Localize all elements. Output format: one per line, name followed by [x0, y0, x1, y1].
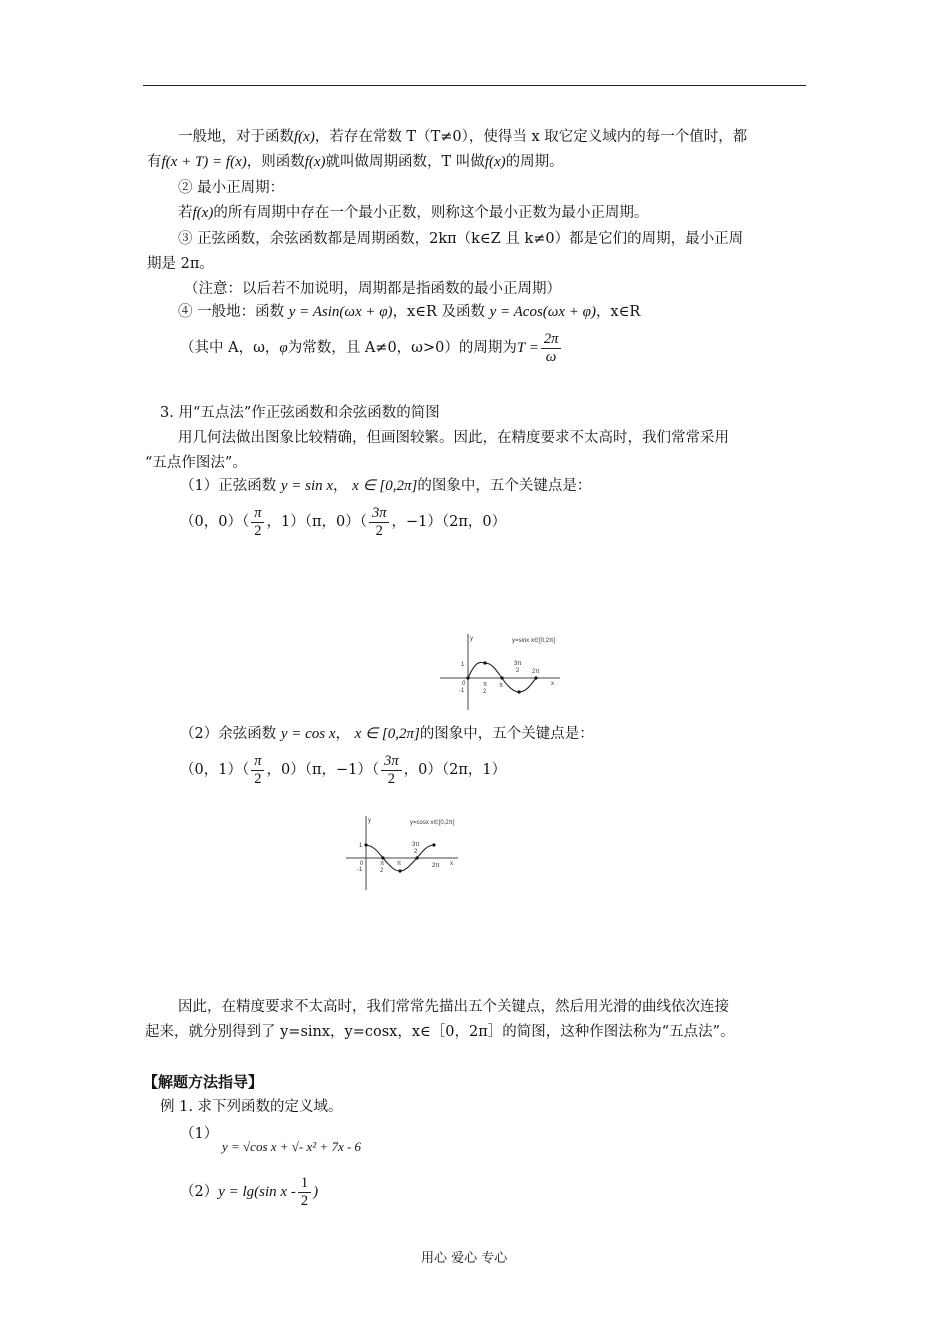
tick-neg1: -1 [357, 867, 363, 873]
key-point [517, 690, 520, 693]
numerator: 3π [369, 505, 390, 523]
trig-period-line2: 期是 2π。 [147, 256, 214, 272]
fraction-3pi-2 [369, 505, 390, 540]
text: 为常数，且 A≠0，ω>0）的周期为 [287, 340, 517, 356]
tick-3pi2-den: 2 [414, 849, 418, 855]
text: ，则函数 [246, 154, 305, 170]
y-label: y [470, 636, 473, 642]
origin: 0 [360, 861, 364, 867]
denominator: 2 [254, 770, 262, 787]
origin: 0 [462, 681, 466, 687]
fraction-pi-2 [251, 505, 264, 540]
header-rule [143, 85, 806, 86]
text: ， [335, 726, 351, 742]
text: 就叫做周期函数，T 叫做 [325, 154, 485, 170]
text: 的周期。 [505, 154, 564, 170]
math-asin: y = Asin(ωx + φ) [288, 304, 393, 320]
tick-pi2-den: 2 [483, 689, 487, 695]
math-acos: y = Acos(ωx + φ) [489, 304, 596, 320]
min-period-heading: ② 最小正周期： [178, 180, 285, 196]
key-point [398, 869, 401, 872]
text: ，若存在常数 T（T≠0），使得当 x 取它定义域内的每一个值时，都 [314, 129, 748, 145]
text: 的图象中，五个关键点是： [419, 726, 594, 742]
key-point [432, 843, 435, 846]
text: （2）余弦函数 [180, 726, 277, 742]
fraction-3pi-2 [381, 753, 402, 788]
denominator: ω [545, 348, 557, 365]
general-form [178, 302, 640, 322]
numerator: π [251, 505, 264, 523]
math-phi: φ [279, 340, 288, 356]
numerator: 3π [381, 753, 402, 771]
denominator: 2 [254, 522, 262, 539]
min-period-definition [178, 203, 648, 223]
tick-pi: π [499, 683, 504, 689]
text: ， [333, 478, 348, 494]
text: ，x∈R 及函数 [392, 304, 485, 320]
graph-caption: y=sinx x∈[0,2π] [512, 638, 555, 644]
graph-caption: y=cosx x∈[0,2π] [410, 820, 455, 826]
math-fx: f(x) [484, 154, 506, 170]
question-1-label: （1） [180, 1126, 219, 1142]
tick-1: 1 [461, 662, 465, 668]
note: （注意：以后若不加说明，周期都是指函数的最小正周期） [184, 281, 561, 297]
fraction-1-2 [298, 1175, 311, 1210]
tick-2pi: 2π [432, 863, 440, 869]
text: （1）正弦函数 [180, 478, 277, 494]
math-sin: y = sin x [280, 478, 334, 494]
text: ，−1）（2π，0） [391, 514, 507, 530]
denominator: 2 [375, 522, 383, 539]
cosine-graph [340, 812, 490, 894]
numerator: 2π [541, 331, 562, 349]
key-point [466, 676, 469, 679]
cosine-intro [180, 724, 594, 744]
section3-text-line2: “五点作图法”。 [145, 455, 247, 471]
math-cos: y = cos x [280, 726, 336, 742]
math-periodic-eq: f(x + T) = f(x) [161, 154, 247, 170]
sine-graph [430, 630, 570, 712]
key-point [364, 843, 367, 846]
y-label: y [368, 818, 371, 824]
math-fx: f(x) [192, 205, 214, 221]
denominator: 2 [300, 1192, 309, 1209]
footer: 用心 爱心 专心 [421, 1251, 508, 1266]
summary-line2: 起来，就分别得到了 y=sinx，y=cosx，x∈［0，2π］的简图，这种作图法称为“五点法”。 [145, 1024, 735, 1040]
text: 的图象中，五个关键点是： [417, 478, 592, 494]
sine-key-points [180, 502, 506, 542]
text: 一般地，对于函数 [178, 129, 294, 145]
tick-pi2-den: 2 [380, 868, 384, 874]
math-close: ) [313, 1184, 319, 1200]
key-point [483, 661, 486, 664]
key-point [381, 856, 384, 859]
period-definition-line1 [178, 127, 747, 147]
math-lg: y = lg(sin x - [218, 1184, 296, 1200]
period-formula [180, 328, 563, 368]
cosine-key-points [180, 750, 506, 790]
section-heading: 【解题方法指导】 [143, 1073, 264, 1091]
sine-intro [180, 476, 591, 496]
tick-pi: π [397, 861, 402, 867]
math-fx: f(x) [304, 154, 326, 170]
tick-2pi: 2π [532, 669, 540, 675]
tick-3pi2-num: 3π [514, 661, 522, 667]
x-label: x [551, 681, 554, 687]
text: ④ 一般地：函数 [178, 304, 285, 320]
tick-1: 1 [359, 843, 363, 849]
text: ，x∈R [595, 304, 641, 320]
tick-3pi2-num: 3π [412, 842, 420, 848]
tick-3pi2-den: 2 [516, 668, 520, 674]
tick-pi2-num: π [380, 861, 385, 867]
numerator: 1 [298, 1175, 311, 1193]
question-1-equation: y = √cos x + √- x² + 7x - 6 [222, 1139, 362, 1154]
question-2 [180, 1172, 318, 1212]
fraction-pi-2 [251, 753, 264, 788]
math-domain: x ∈ [0,2π] [354, 726, 420, 742]
key-point [534, 676, 537, 679]
math-fx: f(x) [294, 129, 315, 145]
text: （0，0）（ [180, 514, 250, 530]
question-2-label: （2） [180, 1184, 219, 1200]
tick-neg1: -1 [459, 688, 465, 694]
key-point [415, 856, 418, 859]
fraction-2pi-over-omega [541, 331, 562, 366]
math-domain: x ∈ [0,2π] [352, 478, 418, 494]
trig-period-line1: ③ 正弦函数，余弦函数都是周期函数，2kπ（k∈Z 且 k≠0）都是它们的周期，最小正周 [178, 231, 744, 247]
example-1: 例 1. 求下列函数的定义域。 [160, 1099, 343, 1115]
text: 的所有周期中存在一个最小正数，则称这个最小正数为最小正周期。 [213, 205, 649, 221]
key-point [500, 676, 503, 679]
denominator: 2 [387, 770, 395, 787]
text: ，0）（2π，1） [403, 762, 507, 778]
section3-title: 3. 用“五点法”作正弦函数和余弦函数的简图 [160, 405, 440, 421]
text: 有 [147, 154, 162, 170]
math-T: T = [516, 340, 539, 356]
section3-text-line1: 用几何法做出图象比较精确，但画图较繁。因此，在精度要求不太高时，我们常常采用 [178, 430, 729, 446]
summary-line1: 因此，在精度要求不太高时，我们常常先描出五个关键点，然后用光滑的曲线依次连接 [178, 999, 729, 1015]
period-definition-line2 [147, 152, 564, 172]
numerator: π [251, 753, 264, 771]
text: ，1）（π，0）（ [266, 514, 367, 530]
tick-pi2-num: π [483, 682, 488, 688]
text: （0，1）（ [180, 762, 250, 778]
x-label: x [450, 861, 453, 867]
text: 若 [178, 205, 193, 221]
text: ，0）（π，−1）（ [266, 762, 380, 778]
text: （其中 A，ω， [180, 340, 280, 356]
